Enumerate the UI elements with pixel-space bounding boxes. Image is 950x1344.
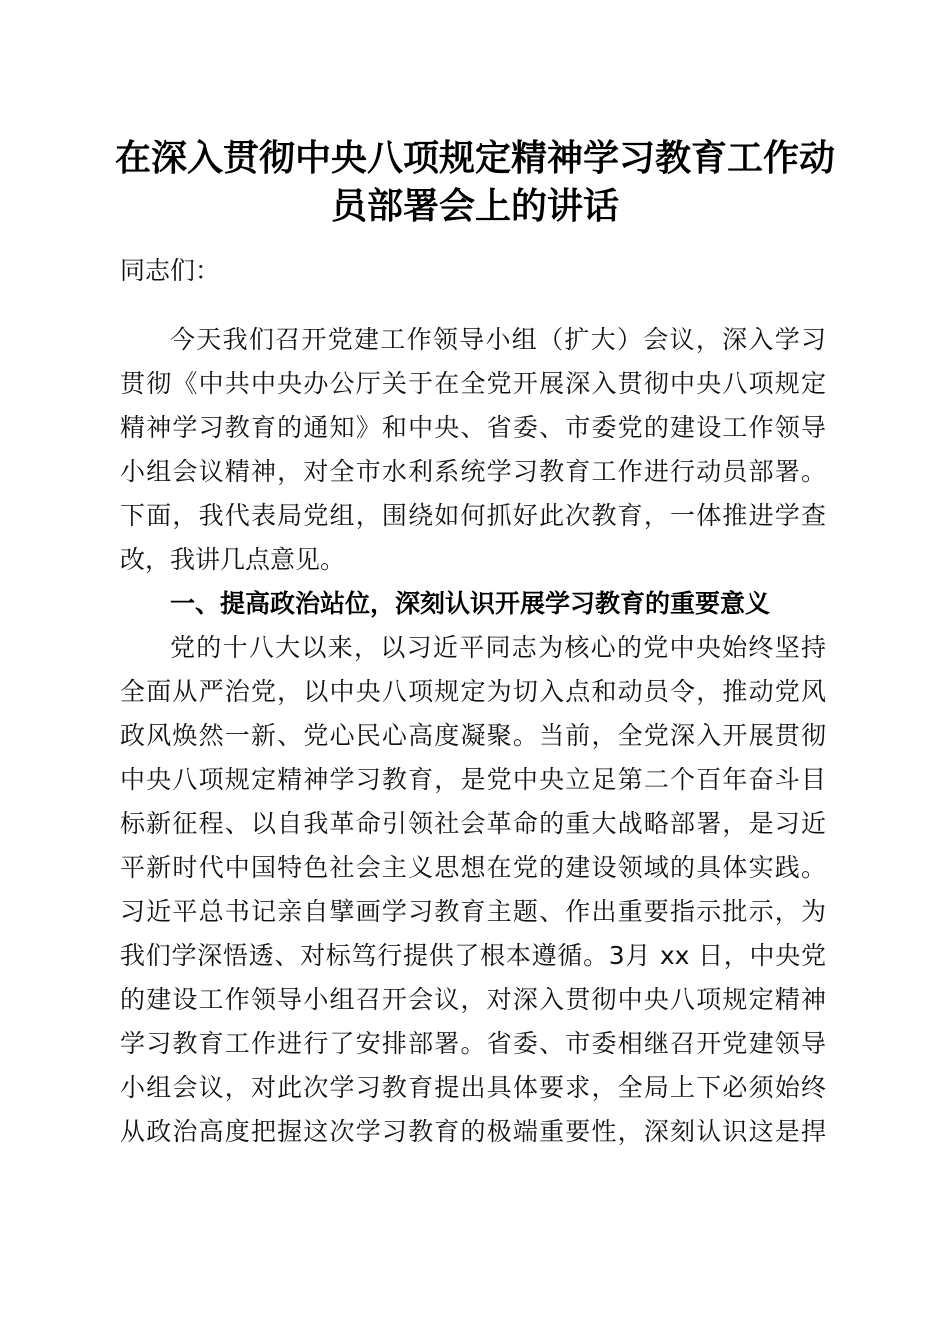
- paragraph-line: 党的十八大以来，以习近平同志为核心的党中央始终坚持: [170, 633, 826, 662]
- paragraph-line: 贯彻《中共中央办公厅关于在全党开展深入贯彻中央八项规定: [120, 369, 826, 398]
- document-title: [100, 134, 850, 230]
- paragraph-line: 的建设工作领导小组召开会议，对深入贯彻中央八项规定精神: [120, 985, 826, 1014]
- paragraph-line: 精神学习教育的通知》和中央、省委、市委党的建设工作领导: [120, 413, 826, 442]
- paragraph-line: 从政治高度把握这次学习教育的极端重要性，深刻认识这是捍: [120, 1117, 826, 1146]
- paragraph-line: 小组会议，对此次学习教育提出具体要求，全局上下必须始终: [120, 1073, 826, 1102]
- paragraph-line: 中央八项规定精神学习教育，是党中央立足第二个百年奋斗目: [120, 765, 826, 794]
- paragraph-line: 全面从严治党，以中央八项规定为切入点和动员令，推动党风: [120, 677, 826, 706]
- paragraph-line: 小组会议精神，对全市水利系统学习教育工作进行动员部署。: [120, 457, 826, 486]
- paragraph-line: 标新征程、以自我革命引领社会革命的重大战略部署，是习近: [120, 809, 826, 838]
- section-heading: 一、提高政治站位，深刻认识开展学习教育的重要意义: [170, 589, 771, 618]
- paragraph-line: 改，我讲几点意见。: [120, 545, 346, 574]
- salutation: 同志们：: [120, 256, 221, 285]
- paragraph-line: 学习教育工作进行了安排部署。省委、市委相继召开党建领导: [120, 1029, 826, 1058]
- paragraph-line: 下面，我代表局党组，围绕如何抓好此次教育，一体推进学查: [120, 501, 826, 530]
- paragraph-line: 平新时代中国特色社会主义思想在党的建设领域的具体实践。: [120, 853, 826, 882]
- title-line-2: 员部署会上的讲话: [330, 185, 619, 227]
- title-line-1: 在深入贯彻中央八项规定精神学习教育工作动: [114, 137, 835, 179]
- paragraph-line: 我们学深悟透、对标笃行提供了根本遵循。3月 xx 日，中央党: [120, 941, 826, 970]
- paragraph-line: 习近平总书记亲自擘画学习教育主题、作出重要指示批示，为: [120, 897, 826, 926]
- paragraph-line: 政风焕然一新、党心民心高度凝聚。当前，全党深入开展贯彻: [120, 721, 826, 750]
- paragraph-line: 今天我们召开党建工作领导小组（扩大）会议，深入学习: [170, 325, 826, 354]
